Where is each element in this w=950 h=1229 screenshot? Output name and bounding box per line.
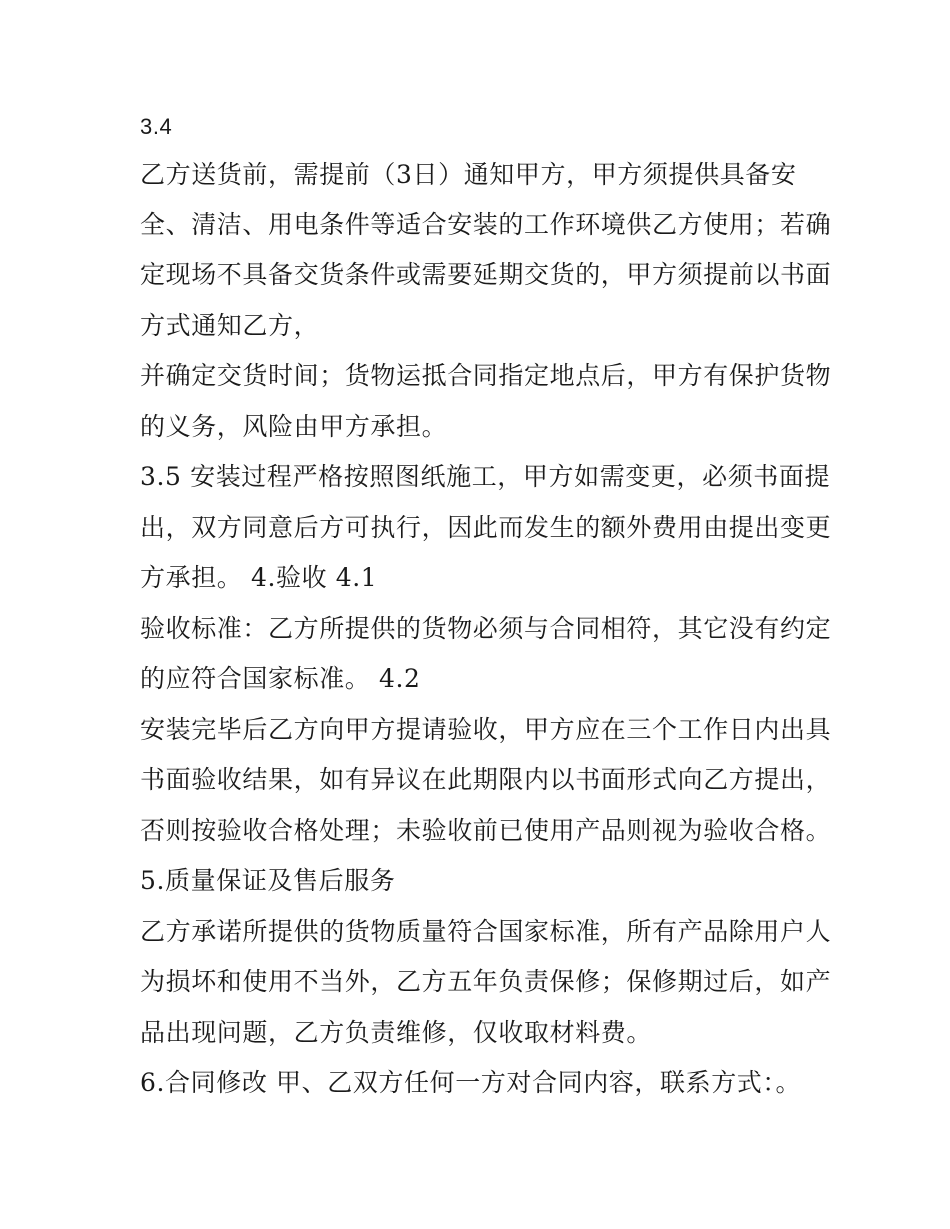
section-heading-3-4: 3.4 (140, 114, 173, 139)
paragraph-line: 全、清洁、用电条件等适合安装的工作环境供乙方使用；若确 (140, 210, 832, 239)
paragraph-line: 书面验收结果，如有异议在此期限内以书面形式向乙方提出， (140, 765, 832, 794)
paragraph-line: 为损坏和使用不当外，乙方五年负责保修；保修期过后，如产 (140, 967, 832, 996)
paragraph-line: 定现场不具备交货条件或需要延期交货的，甲方须提前以书面 (140, 260, 832, 289)
paragraph-line: 验收标准：乙方所提供的货物必须与合同相符，其它没有约定 (140, 614, 832, 643)
paragraph-line: 并确定交货时间；货物运抵合同指定地点后，甲方有保护货物 (140, 361, 832, 390)
paragraph-line: 安装完毕后乙方向甲方提请验收，甲方应在三个工作日内出具 (140, 715, 832, 744)
paragraph-line: 3.5 安装过程严格按照图纸施工，甲方如需变更，必须书面提 (140, 462, 831, 491)
paragraph-line: 乙方送货前，需提前（3日）通知甲方，甲方须提供具备安 (140, 160, 797, 189)
paragraph-line: 方式通知乙方， (140, 311, 320, 340)
paragraph-line: 6.合同修改 甲、乙双方任何一方对合同内容，联系方式：。 (140, 1068, 802, 1097)
paragraph-line: 乙方承诺所提供的货物质量符合国家标准，所有产品除用户人 (140, 917, 832, 946)
paragraph-line: 出，双方同意后方可执行，因此而发生的额外费用由提出变更 (140, 513, 832, 542)
paragraph-line: 否则按验收合格处理；未验收前已使用产品则视为验收合格。 (140, 816, 832, 845)
paragraph-line: 的应符合国家标准。 4.2 (140, 664, 421, 693)
paragraph-line: 的义务，风险由甲方承担。 (140, 412, 448, 441)
section-heading-5: 5.质量保证及售后服务 (140, 866, 396, 895)
paragraph-line: 方承担。 4.验收 4.1 (140, 563, 378, 592)
paragraph-line: 品出现问题，乙方负责维修，仅收取材料费。 (140, 1018, 653, 1047)
